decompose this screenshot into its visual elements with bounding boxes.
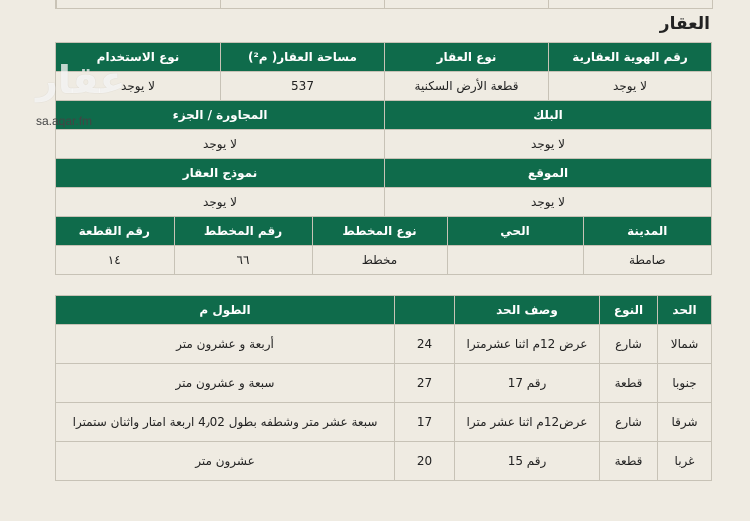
- boundary-desc: عرض12م اثنا عشر مترا: [455, 403, 600, 442]
- header-cell: الحد: [658, 296, 712, 325]
- aqar-logo: عقار: [36, 58, 126, 102]
- location-subtable: [55, 217, 711, 274]
- boundary-side: شرقا: [658, 403, 712, 442]
- boundary-desc: رقم 17: [455, 364, 600, 403]
- boundary-length: سبعة عشر متر وشطفه بطول 4٫02 اربعة امتار واثنان ستمترا: [56, 403, 395, 442]
- boundary-number: 24: [395, 325, 455, 364]
- value-cell: 537: [221, 72, 385, 101]
- value-cell: مخطط: [312, 246, 447, 275]
- header-cell: رقم القطعة: [55, 217, 174, 246]
- boundary-type: شارع: [600, 325, 658, 364]
- boundaries-table: [55, 295, 712, 481]
- boundary-type: شارع: [600, 403, 658, 442]
- property-table: [55, 42, 712, 275]
- value-cell: ٦٦: [174, 246, 312, 275]
- previous-table-edge: [55, 0, 713, 9]
- header-cell: مساحة العقار( م²): [221, 43, 385, 72]
- value-cell: ١٤: [55, 246, 174, 275]
- boundary-length: سبعة و عشرون متر: [56, 364, 395, 403]
- header-cell: نوع المخطط: [312, 217, 447, 246]
- boundary-side: جنوبا: [658, 364, 712, 403]
- header-cell: البلك: [385, 101, 712, 130]
- header-cell: الحي: [447, 217, 583, 246]
- watermark-url: sa.aqar.fm: [36, 114, 93, 128]
- value-cell: لا يوجد: [56, 72, 221, 101]
- boundary-number: 27: [395, 364, 455, 403]
- value-cell: لا يوجد: [385, 188, 712, 217]
- boundary-desc: رقم 15: [455, 442, 600, 481]
- value-cell: لا يوجد: [56, 130, 385, 159]
- value-cell: لا يوجد: [385, 130, 712, 159]
- boundary-desc: عرض 12م اثنا عشرمترا: [455, 325, 600, 364]
- value-cell: قطعة الأرض السكنية: [385, 72, 549, 101]
- table-row: [56, 442, 712, 481]
- table-row: [56, 403, 712, 442]
- header-cell: نوع العقار: [385, 43, 549, 72]
- header-cell: وصف الحد: [455, 296, 600, 325]
- table-row: [56, 217, 712, 275]
- value-cell: لا يوجد: [549, 72, 712, 101]
- header-cell: الطول م: [56, 296, 395, 325]
- header-cell: النوع: [600, 296, 658, 325]
- header-cell: المدينة: [583, 217, 711, 246]
- boundary-number: 17: [395, 403, 455, 442]
- header-cell: نوع الاستخدام: [56, 43, 221, 72]
- header-cell: رقم الهوية العقارية: [549, 43, 712, 72]
- table-row: [56, 72, 712, 101]
- table-row: [56, 325, 712, 364]
- header-cell: نموذج العقار: [56, 159, 385, 188]
- section-title: العقار: [659, 14, 710, 34]
- boundary-side: شمالا: [658, 325, 712, 364]
- table-row: [56, 188, 712, 217]
- boundary-side: غربا: [658, 442, 712, 481]
- boundary-type: قطعة: [600, 442, 658, 481]
- boundary-length: أربعة و عشرون متر: [56, 325, 395, 364]
- value-cell: لا يوجد: [56, 188, 385, 217]
- header-cell: الموقع: [385, 159, 712, 188]
- table-row: [56, 101, 712, 130]
- table-row: [56, 364, 712, 403]
- table-row: [56, 43, 712, 72]
- table-row: [56, 130, 712, 159]
- boundary-length: عشرون متر: [56, 442, 395, 481]
- header-cell: المجاورة / الجزء: [56, 101, 385, 130]
- table-row: [56, 296, 712, 325]
- table-row: [56, 159, 712, 188]
- header-cell: [395, 296, 455, 325]
- aqar-watermark: [36, 60, 146, 140]
- value-cell: [447, 246, 583, 275]
- boundary-number: 20: [395, 442, 455, 481]
- header-cell: رقم المخطط: [174, 217, 312, 246]
- value-cell: صامطة: [583, 246, 711, 275]
- boundary-type: قطعة: [600, 364, 658, 403]
